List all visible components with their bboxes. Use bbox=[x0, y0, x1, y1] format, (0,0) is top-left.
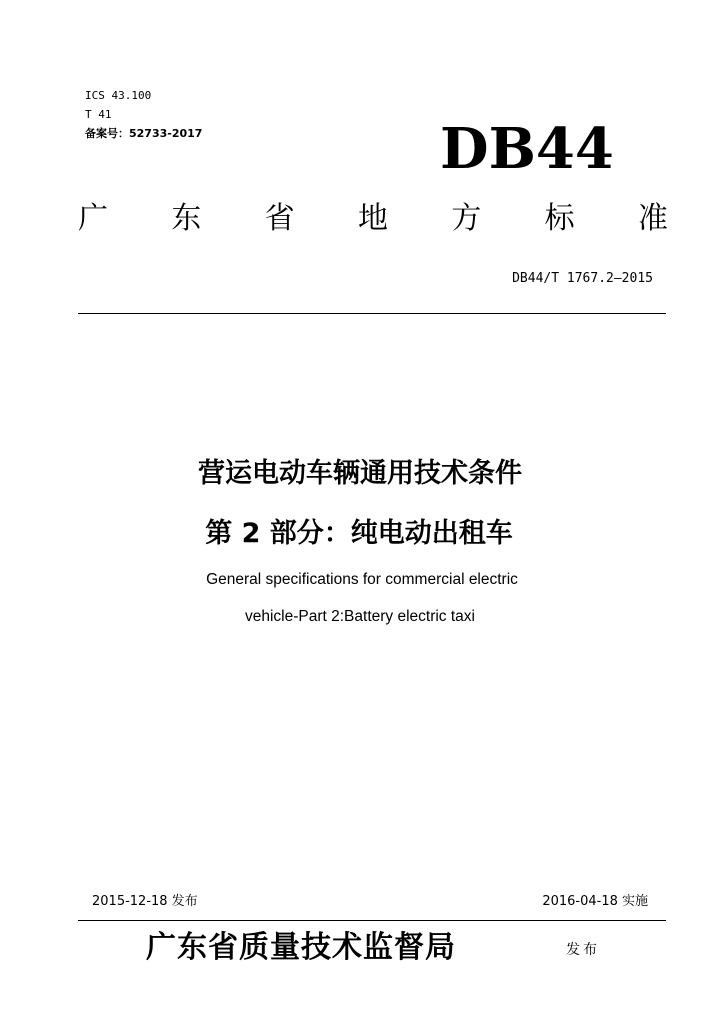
issue-date: 2015-12-18 发布 bbox=[92, 894, 198, 909]
standard-type-char: 地 bbox=[357, 201, 388, 236]
part-title: 第 2 部分：纯电动出租车 bbox=[205, 518, 513, 549]
standard-type-char: 省 bbox=[264, 201, 295, 236]
standard-type-char: 准 bbox=[637, 201, 668, 236]
standard-type-char: 广 bbox=[78, 201, 108, 236]
english-title-line-2: vehicle-Part 2:Battery electric taxi bbox=[244, 608, 475, 625]
top-divider bbox=[78, 313, 666, 314]
standard-type-char: 方 bbox=[451, 201, 482, 236]
issuing-authority: 广东省质量技术监督局 bbox=[146, 930, 456, 965]
english-title-line-1: General specifications for commercial electric bbox=[206, 571, 518, 588]
implementation-date: 2016-04-18 实施 bbox=[542, 894, 648, 909]
standard-type-heading bbox=[78, 196, 668, 242]
classification-code: T 41 bbox=[85, 108, 112, 121]
bottom-divider bbox=[78, 920, 666, 921]
standard-code-logo: DB44 bbox=[440, 116, 614, 182]
standard-type-char: 东 bbox=[171, 201, 202, 236]
standard-type-char: 标 bbox=[544, 201, 575, 236]
ics-code: ICS 43.100 bbox=[85, 89, 152, 102]
issue-label: 发布 bbox=[566, 942, 600, 958]
standard-number: DB44/T 1767.2—2015 bbox=[512, 271, 653, 286]
main-title: 营运电动车辆通用技术条件 bbox=[198, 458, 522, 489]
filing-number: 备案号：52733-2017 bbox=[85, 127, 203, 140]
